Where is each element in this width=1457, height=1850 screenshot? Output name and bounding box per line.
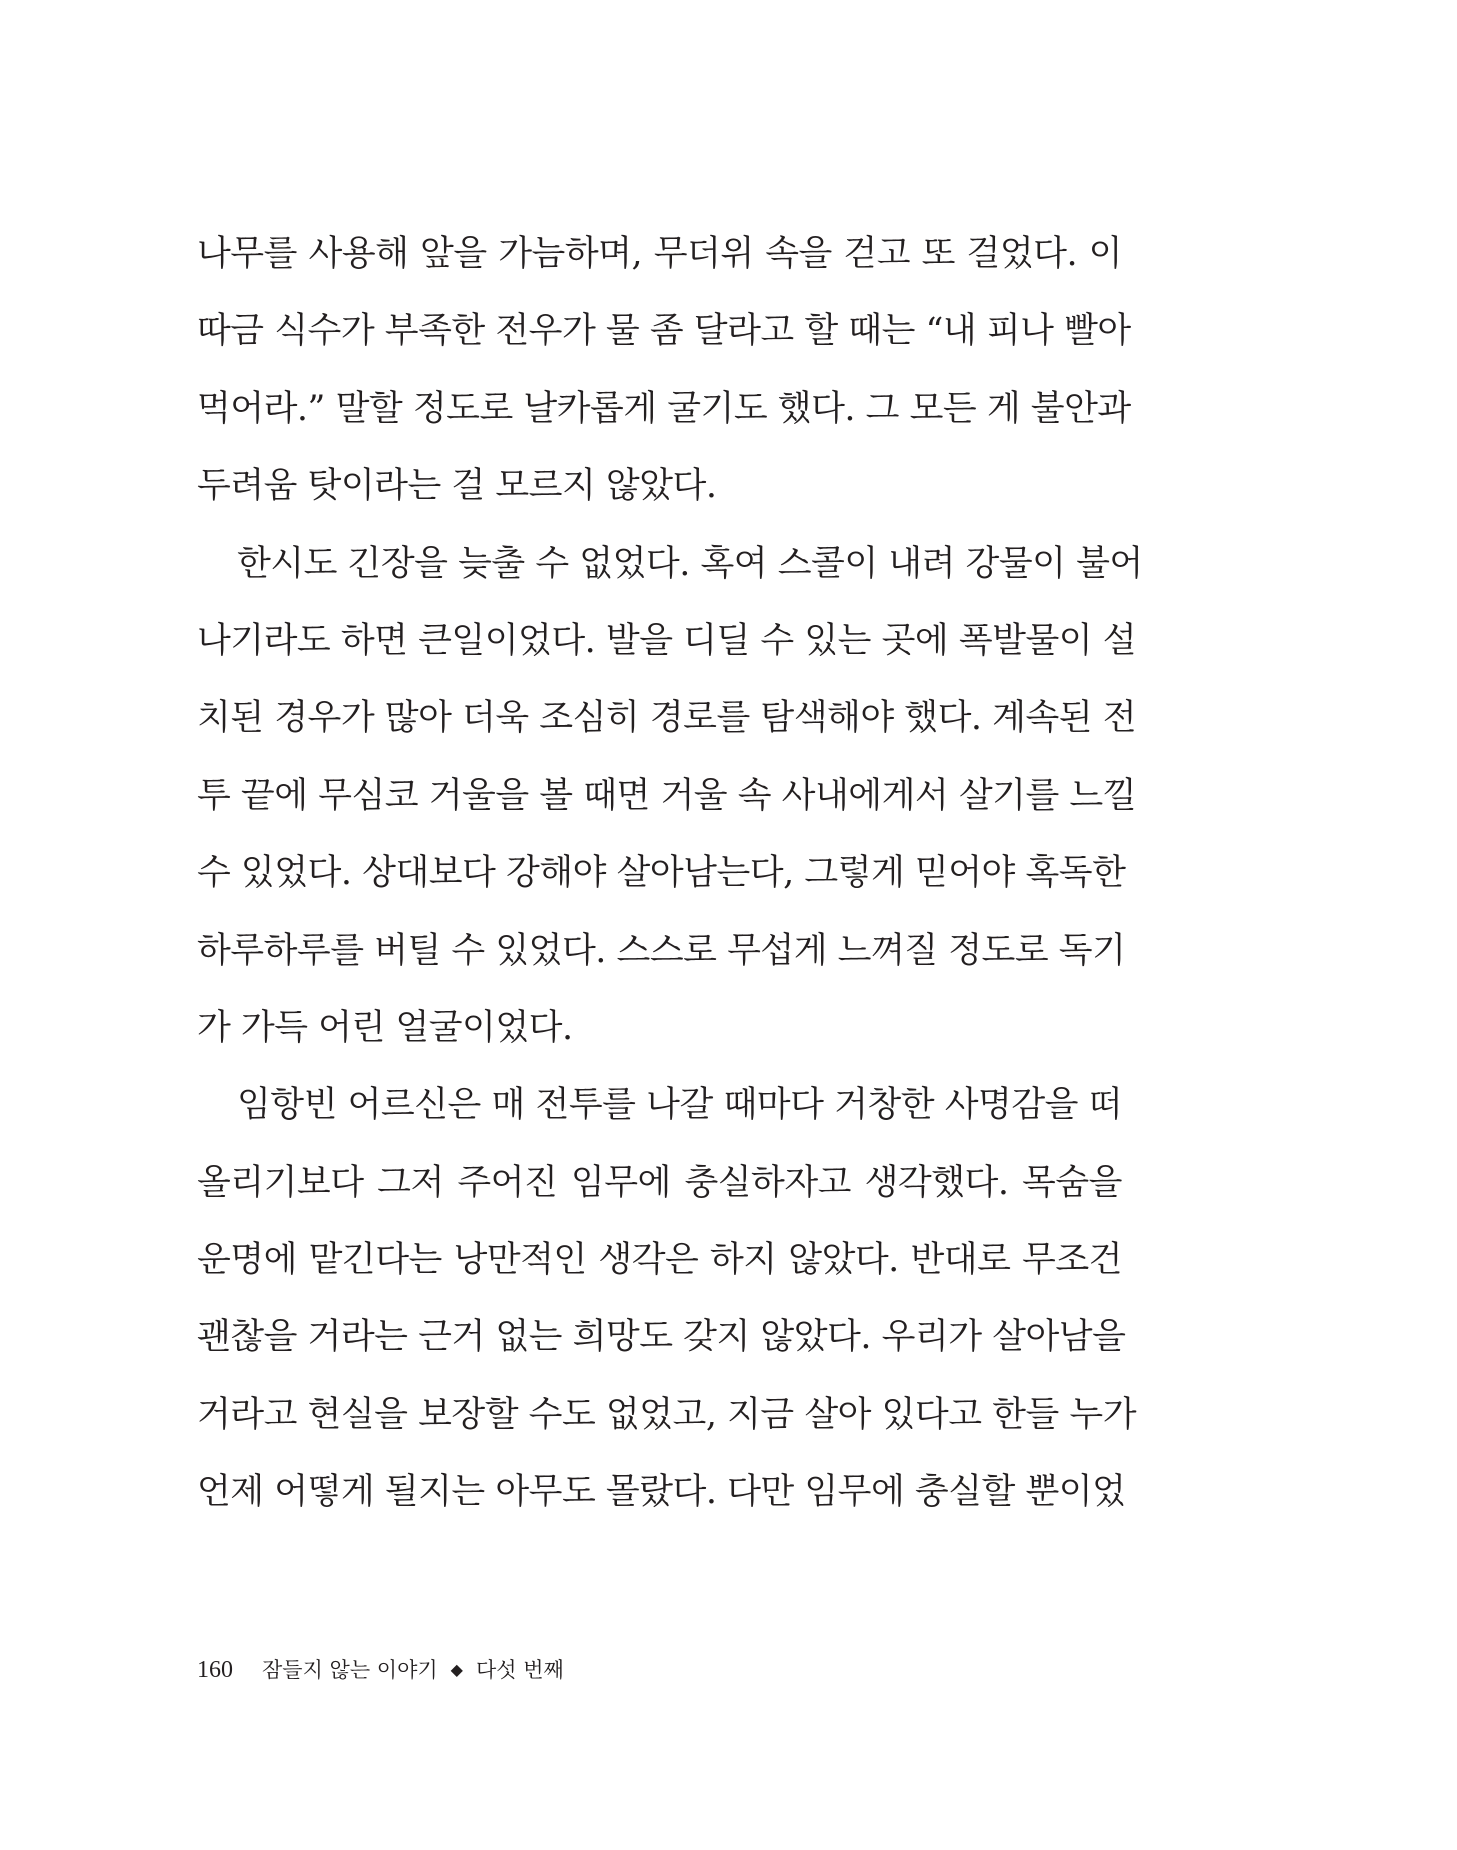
- text-line: 하루하루를 버틸 수 있었다. 스스로 무섭게 느껴질 정도로 독기: [197, 930, 1126, 971]
- text-line: 올리기보다 그저 주어진 임무에 충실하자고 생각했다. 목숨을: [197, 1162, 1122, 1203]
- page-footer: [197, 1655, 564, 1686]
- text-line: 치된 경우가 많아 더욱 조심히 경로를 탐색해야 했다. 계속된 전: [197, 698, 1137, 739]
- body-text: [197, 216, 1143, 1532]
- text-line: 가 가득 어린 얼굴이었다.: [197, 1007, 573, 1048]
- text-line: 두려움 탓이라는 걸 모르지 않았다.: [197, 466, 717, 507]
- text-line: 먹어라.” 말할 정도로 날카롭게 굴기도 했다. 그 모든 게 불안과: [197, 388, 1131, 429]
- text-line: 따금 식수가 부족한 전우가 물 좀 달라고 할 때는 “내 피나 빨아: [197, 311, 1131, 352]
- text-line: 투 끝에 무심코 거울을 볼 때면 거울 속 사내에게서 살기를 느낄: [197, 775, 1137, 816]
- text-line: 한시도 긴장을 늦출 수 없었다. 혹여 스콜이 내려 강물이 불어: [237, 543, 1143, 584]
- text-line: 나기라도 하면 큰일이었다. 발을 디딜 수 있는 곳에 폭발물이 설: [197, 620, 1137, 661]
- text-line: 괜찮을 거라는 근거 없는 희망도 갖지 않았다. 우리가 살아남을: [197, 1317, 1126, 1358]
- text-line: 수 있었다. 상대보다 강해야 살아남는다, 그렇게 믿어야 혹독한: [197, 853, 1126, 894]
- book-title: 잠들지 않는 이야기: [262, 1658, 438, 1682]
- text-line: 운명에 맡긴다는 낭만적인 생각은 하지 않았다. 반대로 무조건: [197, 1240, 1122, 1281]
- text-line: 거라고 현실을 보장할 수도 없었고, 지금 살아 있다고 한들 누가: [197, 1394, 1137, 1435]
- page-number: 160: [197, 1657, 233, 1683]
- text-line: 임항빈 어르신은 매 전투를 나갈 때마다 거창한 사명감을 떠: [237, 1085, 1122, 1126]
- text-line: 나무를 사용해 앞을 가늠하며, 무더위 속을 걷고 또 걸었다. 이: [197, 234, 1122, 274]
- volume-label: 다섯 번째: [475, 1658, 564, 1682]
- diamond-separator-icon: ◆: [450, 1660, 463, 1679]
- text-line: 언제 어떻게 될지는 아무도 몰랐다. 다만 임무에 충실할 뿐이었: [197, 1472, 1126, 1513]
